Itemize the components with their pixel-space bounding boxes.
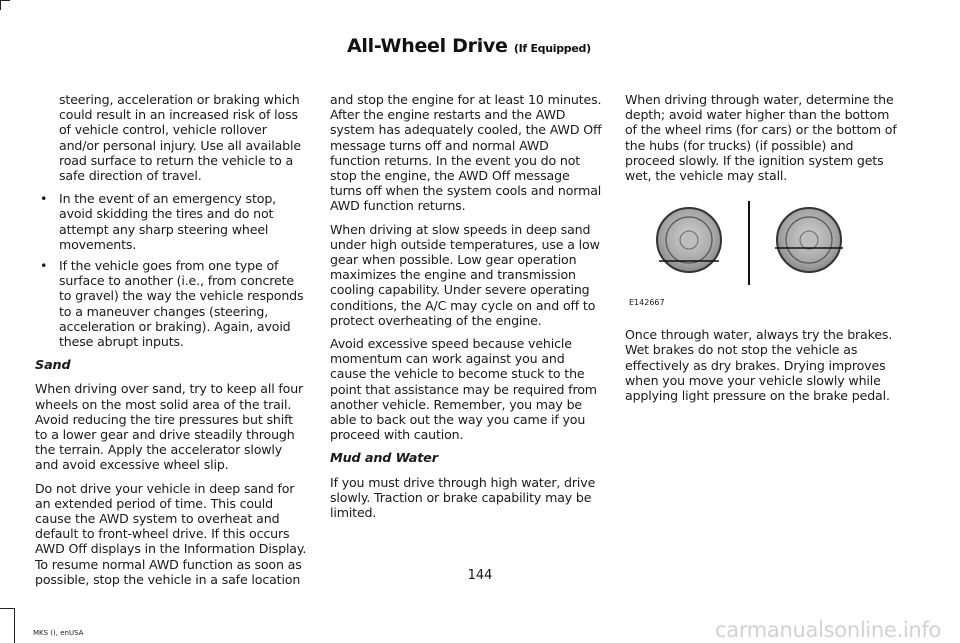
column-2 [330,92,602,528]
section-heading-mud-and-water: Mud and Water [330,451,438,467]
bullet-item [35,258,307,349]
page-header [347,35,591,57]
water-depth-figure [625,195,897,311]
paragraph: If you must drive through high water, drive slowly. Traction or brake capability may be limited. [330,474,596,521]
paragraph: When driving through water, determine the depth; avoid water higher than the bottom of the wheel rims (for cars) or the bottom of the hubs (for trucks) (if possible) and proceed slowly. If the ignition system gets wet, the vehicle may stall. [625,92,897,184]
bullet-dot-icon: • [40,258,48,274]
truck-wheel-icon [775,208,843,272]
column-1 [35,92,307,595]
continued-paragraph: steering, acceleration or braking which could result in an increased risk of loss of vehicle control, vehicle rollover and/or personal injury. Use all available road surface to return the vehicle to a safe direction of travel. [59,92,301,184]
paragraph: When driving over sand, try to keep all four wheels on the most solid area of the trail. Avoid reducing the tire pressures but shift to a lower gear and drive steadily through the terrain. Apply the accelerator slowly and avoid excessive wheel slip. [35,381,304,473]
wheel-depth-illustration [625,195,897,295]
crop-mark [0,0,10,1]
column-3 [625,92,897,411]
document-id: MKS (), enUSA [33,629,84,637]
paragraph: and stop the engine for at least 10 minutes. After the engine restarts and the AWD system has adequately cooled, the AWD Off message turns off and normal AWD function returns. In the event you do not stop the engine, the AWD Off message turns off when the system cools and normal AWD function returns. [330,92,602,214]
bullet-text: If the vehicle goes from one type of surface to another (i.e., from concrete to gravel) the way the vehicle responds to a maneuver changes (steering, acceleration or braking). Again, avoid these abrupt inputs. [59,258,304,350]
paragraph: Do not drive your vehicle in deep sand for an extended period of time. This could cause the AWD system to overheat and default to front-wheel drive. If this occurs AWD Off displays in the Information Display. To resume normal AWD function as soon as possible, stop the vehicle in a safe location [35,480,307,587]
bullet-item [35,191,307,252]
figure-id: E142667 [629,298,665,308]
page-number: 144 [467,568,493,583]
section-heading-sand: Sand [35,358,71,374]
crop-mark [0,0,1,10]
crop-mark [14,608,15,643]
car-wheel-icon [657,208,721,272]
paragraph: When driving at slow speeds in deep sand under high outside temperatures, use a low gear when possible. Low gear operation maximizes the engine and transmission cooling capability. Under severe operating conditions, the A/C may cycle on and off to protect overheating of the engine. [330,221,600,328]
bullet-text: In the event of an emergency stop, avoid skidding the tires and do not attempt any sharp steering wheel movements. [59,191,277,252]
paragraph: Avoid excessive speed because vehicle momentum can work against you and cause the vehicle to become stuck to the point that assistance may be required from another vehicle. Remember, you may be able to back out the way you came if you proceed with caution. [330,336,597,443]
header-subtitle: (If Equipped) [513,42,591,55]
paragraph: Once through water, always try the brakes. Wet brakes do not stop the vehicle as effectively as dry brakes. Drying improves when you move your vehicle slowly while applying light pressure on the brake pedal. [625,327,893,404]
watermark: carmanualsonline.info [715,618,942,642]
header-title: All-Wheel Drive [347,35,508,57]
crop-mark [0,608,14,609]
bullet-dot-icon: • [40,191,48,207]
